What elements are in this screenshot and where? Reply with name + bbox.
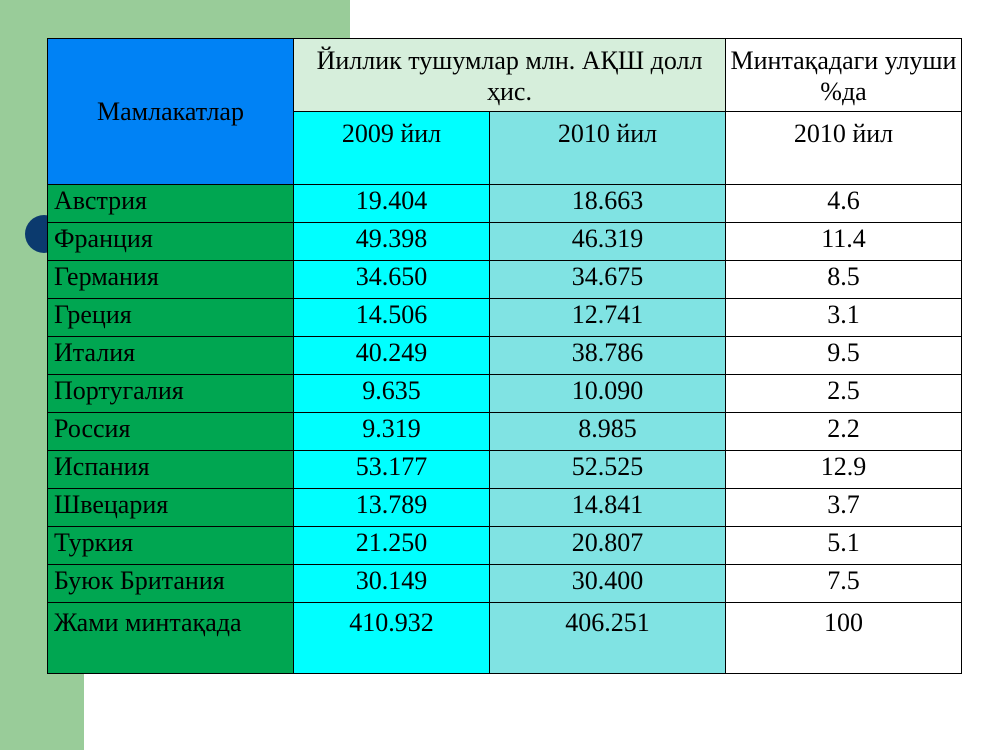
cell-y2009: 30.149 <box>294 565 490 603</box>
cell-country: Португалия <box>48 375 294 413</box>
cell-y2009: 40.249 <box>294 337 490 375</box>
cell-country: Буюк Британия <box>48 565 294 603</box>
cell-country: Франция <box>48 223 294 261</box>
cell-y2009: 9.319 <box>294 413 490 451</box>
cell-y2009: 13.789 <box>294 489 490 527</box>
cell-share: 3.7 <box>726 489 962 527</box>
cell-share: 11.4 <box>726 223 962 261</box>
total-y2009: 410.932 <box>294 603 490 674</box>
header-year-2010: 2010 йил <box>490 112 726 185</box>
cell-y2009: 19.404 <box>294 185 490 223</box>
table-row <box>48 261 962 299</box>
table-row <box>48 527 962 565</box>
cell-country: Австрия <box>48 185 294 223</box>
header-row-top <box>48 39 962 112</box>
table-row <box>48 489 962 527</box>
cell-y2010: 38.786 <box>490 337 726 375</box>
cell-y2009: 53.177 <box>294 451 490 489</box>
table-row <box>48 223 962 261</box>
table-row <box>48 565 962 603</box>
total-country: Жами минтақада <box>48 603 294 674</box>
cell-share: 8.5 <box>726 261 962 299</box>
cell-share: 7.5 <box>726 565 962 603</box>
cell-y2010: 30.400 <box>490 565 726 603</box>
cell-country: Германия <box>48 261 294 299</box>
cell-y2010: 18.663 <box>490 185 726 223</box>
table-row <box>48 375 962 413</box>
cell-y2010: 52.525 <box>490 451 726 489</box>
cell-y2009: 21.250 <box>294 527 490 565</box>
cell-country: Испания <box>48 451 294 489</box>
cell-country: Греция <box>48 299 294 337</box>
cell-share: 4.6 <box>726 185 962 223</box>
cell-share: 9.5 <box>726 337 962 375</box>
revenue-table <box>47 38 962 674</box>
cell-share: 2.5 <box>726 375 962 413</box>
cell-country: Швецария <box>48 489 294 527</box>
cell-y2010: 10.090 <box>490 375 726 413</box>
cell-y2010: 14.841 <box>490 489 726 527</box>
cell-country: Россия <box>48 413 294 451</box>
cell-y2010: 34.675 <box>490 261 726 299</box>
total-share: 100 <box>726 603 962 674</box>
cell-y2009: 49.398 <box>294 223 490 261</box>
header-share: Минтақадаги улуши %да <box>726 39 962 112</box>
header-countries: Мамлакатлар <box>48 39 294 185</box>
cell-y2009: 14.506 <box>294 299 490 337</box>
cell-y2009: 9.635 <box>294 375 490 413</box>
cell-y2010: 46.319 <box>490 223 726 261</box>
table-row <box>48 337 962 375</box>
cell-y2009: 34.650 <box>294 261 490 299</box>
table-row <box>48 299 962 337</box>
cell-country: Туркия <box>48 527 294 565</box>
table-row <box>48 185 962 223</box>
total-y2010: 406.251 <box>490 603 726 674</box>
cell-share: 5.1 <box>726 527 962 565</box>
cell-share: 2.2 <box>726 413 962 451</box>
cell-share: 3.1 <box>726 299 962 337</box>
cell-y2010: 20.807 <box>490 527 726 565</box>
header-revenue: Йиллик тушумлар млн. АҚШ долл ҳис. <box>294 39 726 112</box>
table-row <box>48 451 962 489</box>
cell-y2010: 12.741 <box>490 299 726 337</box>
header-share-year: 2010 йил <box>726 112 962 185</box>
table-row <box>48 413 962 451</box>
header-year-2009: 2009 йил <box>294 112 490 185</box>
cell-y2010: 8.985 <box>490 413 726 451</box>
cell-country: Италия <box>48 337 294 375</box>
total-row <box>48 603 962 674</box>
cell-share: 12.9 <box>726 451 962 489</box>
